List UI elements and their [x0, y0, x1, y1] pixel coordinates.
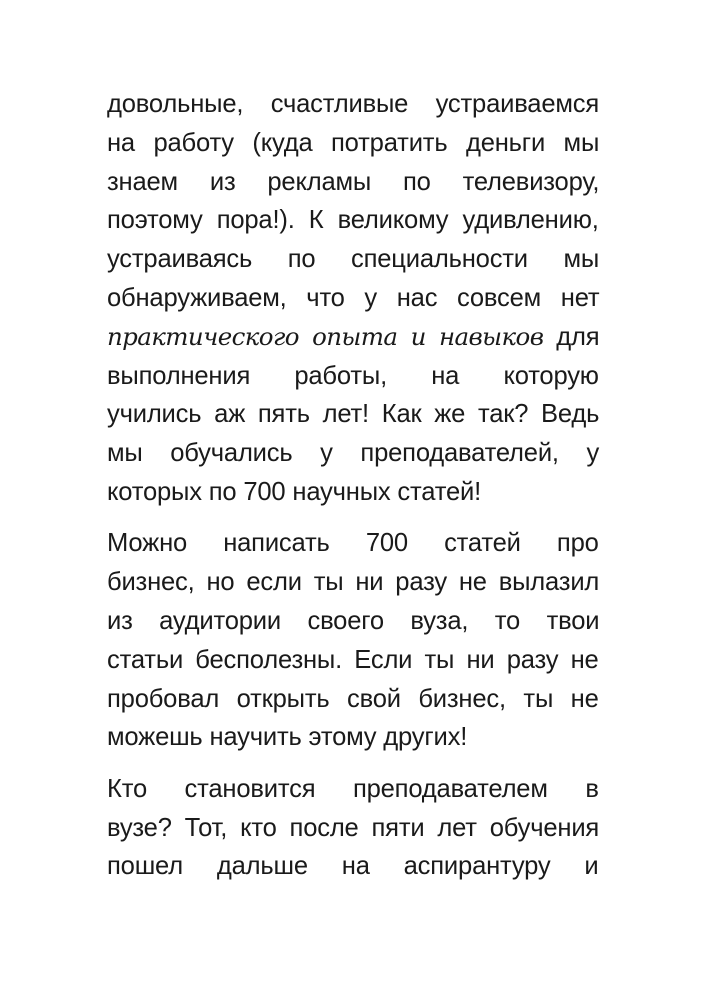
line-text: учились аж пять лет! Как же так? Ведь — [107, 400, 600, 429]
line-text: знаем из рекламы по телевизору, — [107, 167, 600, 196]
line-text: которых по 700 научных статей! — [107, 477, 482, 506]
line-text: поэтому пора!). К великому удивлению, — [107, 206, 599, 235]
text-line — [107, 395, 599, 434]
line-text: пошел дальше на аспирантуру и — [107, 852, 599, 881]
line-text: выполнения работы, на которую — [107, 361, 599, 390]
paragraph-spacer — [107, 512, 599, 525]
line-text: довольные, счастливые устраиваемся — [107, 90, 600, 118]
line-text: мы обучались у преподавателей, у — [107, 439, 600, 468]
paragraph-spacer — [107, 757, 599, 770]
line-text: на работу (куда потратить деньги мы — [107, 128, 600, 157]
line-text: из аудитории своего вуза, то твои — [107, 606, 600, 635]
line-text: вузе? Тот, кто после пяти лет обучения — [107, 813, 600, 842]
text-line — [107, 318, 599, 357]
text-line — [107, 641, 599, 680]
text-line — [107, 85, 599, 124]
text-line — [107, 718, 599, 757]
line-text: статьи бесполезны. Если ты ни разу не — [107, 645, 599, 674]
line-text: пробовал открыть свой бизнес, ты не — [107, 684, 599, 713]
emphasized-phrase: практического опыта и навыков — [107, 321, 544, 351]
text-line — [107, 434, 599, 473]
paragraph — [107, 85, 599, 512]
line-text: можешь научить этому других! — [107, 723, 468, 752]
text-line — [107, 473, 599, 512]
text-line — [107, 602, 599, 641]
body-text — [107, 85, 599, 886]
line-text: Кто становится преподавателем в — [107, 774, 599, 803]
text-line — [107, 163, 599, 202]
text-line — [107, 357, 599, 396]
text-line — [107, 524, 599, 563]
text-line — [107, 680, 599, 719]
text-line — [107, 279, 599, 318]
paragraph — [107, 770, 599, 886]
text-line — [107, 847, 599, 886]
line-text: устраиваясь по специальности мы — [107, 245, 600, 274]
text-line — [107, 563, 599, 602]
line-text: для — [543, 322, 600, 351]
paragraph — [107, 524, 599, 757]
line-text: обнаруживаем, что у нас совсем нет — [107, 283, 600, 312]
line-text: бизнес, но если ты ни разу не вылазил — [107, 568, 600, 597]
text-line — [107, 809, 599, 848]
text-line — [107, 770, 599, 809]
text-line — [107, 201, 599, 240]
text-line — [107, 240, 599, 279]
text-line — [107, 124, 599, 163]
line-text: Можно написать 700 статей про — [107, 529, 599, 558]
